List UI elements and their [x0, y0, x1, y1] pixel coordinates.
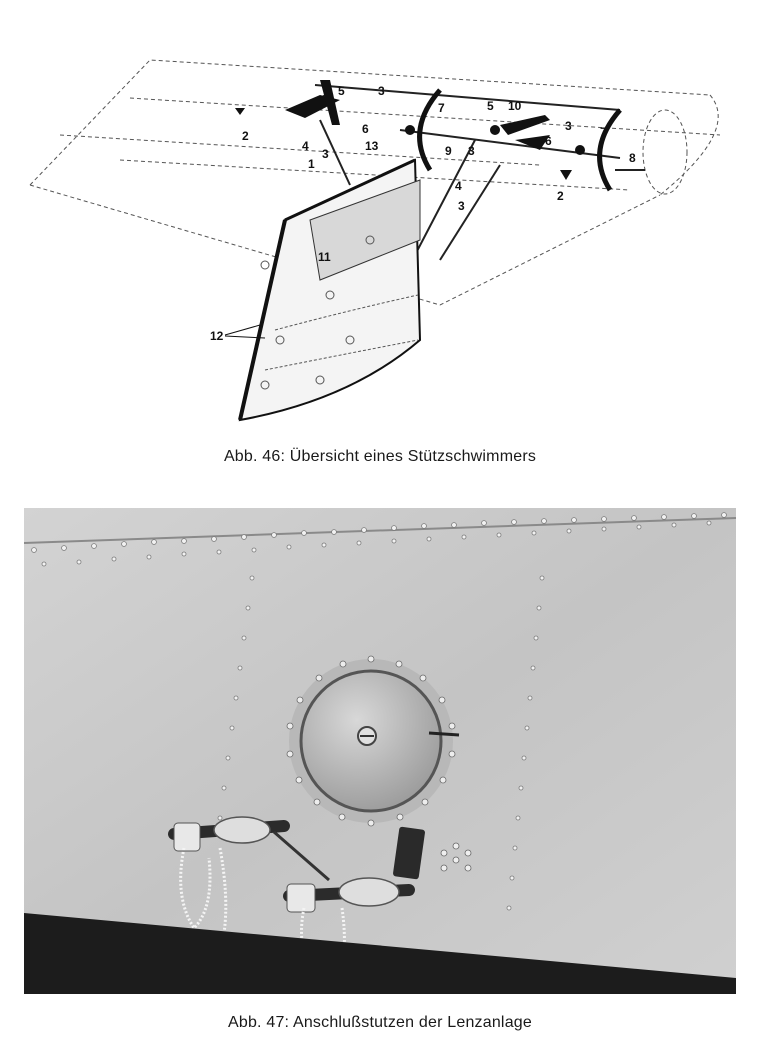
callout-label: 9 — [445, 144, 452, 158]
callout-label: 4 — [455, 179, 462, 193]
callout-label: 8 — [629, 151, 636, 165]
callout-label: 5 — [338, 84, 345, 98]
callout-label: 3 — [468, 144, 475, 158]
callout-label: 10 — [508, 99, 522, 113]
callout-label: 1 — [308, 157, 315, 171]
callout-label: 7 — [600, 125, 607, 139]
float-body — [240, 160, 420, 420]
float-drawing-svg — [20, 40, 740, 440]
figure-47-caption: Abb. 47: Anschlußstutzen der Lenzanlage — [227, 1014, 532, 1031]
callout-label: 3 — [565, 119, 572, 133]
float-overview-drawing — [20, 40, 740, 440]
photo-svg — [24, 508, 736, 994]
callout-label: 3 — [378, 84, 385, 98]
figure-46-caption: Abb. 46: Übersicht eines Stützschwimmers — [223, 448, 537, 465]
callout-label: 2 — [242, 129, 249, 143]
callout-label: 3 — [322, 147, 329, 161]
callout-label: 2 — [557, 189, 564, 203]
callout-label: 3 — [458, 199, 465, 213]
callout-label: 4 — [302, 139, 309, 153]
callout-label: 12 — [210, 329, 224, 343]
callout-label: 5 — [487, 99, 494, 113]
callout-label: 6 — [545, 134, 552, 148]
callout-label: 7 — [438, 101, 445, 115]
callout-label: 13 — [365, 139, 379, 153]
callout-label: 6 — [362, 122, 369, 136]
callout-label: 11 — [318, 250, 331, 264]
bilge-connection-photo — [24, 508, 736, 994]
